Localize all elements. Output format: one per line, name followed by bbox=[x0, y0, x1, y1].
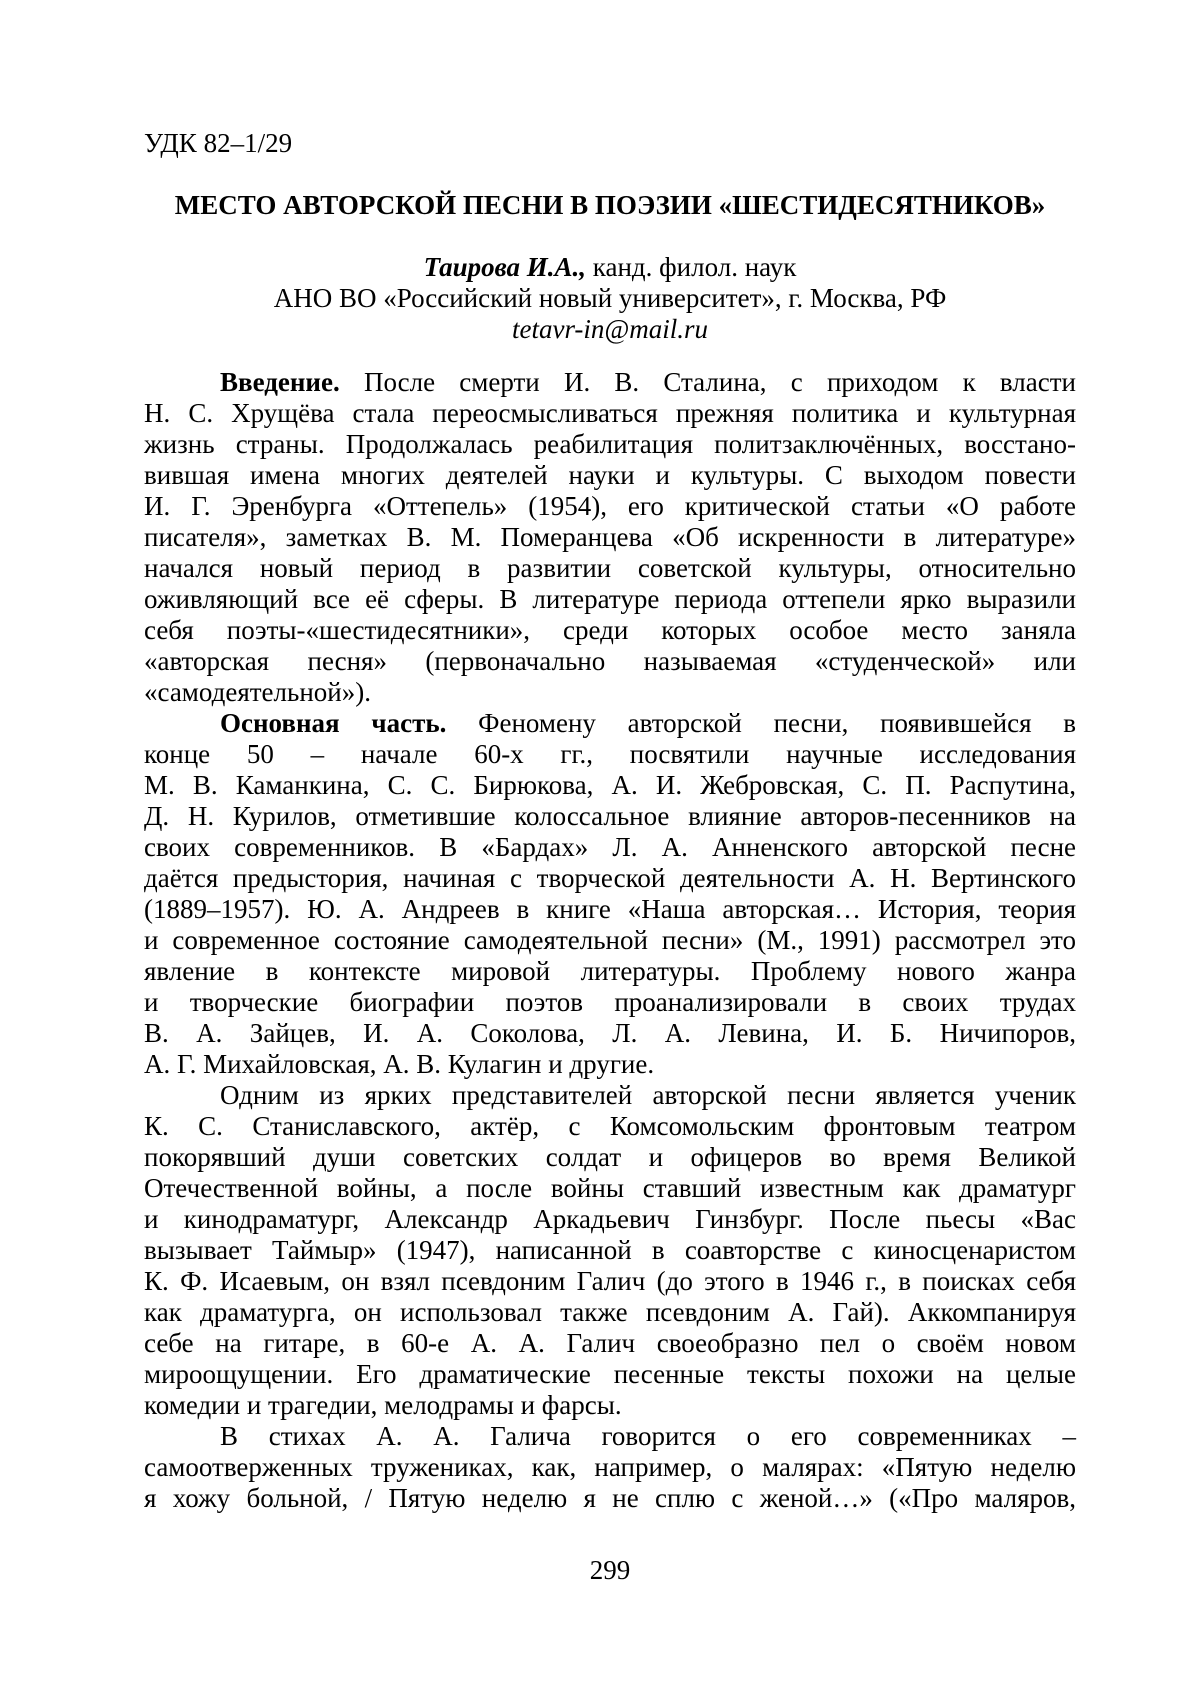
line-text: А. Г. Михайловская, А. В. Кулагин и другие. bbox=[144, 1049, 655, 1079]
paragraph-line bbox=[144, 1142, 1076, 1173]
line-text: Н. С. Хрущёва стала переосмысливаться прежняя политика и культурная bbox=[144, 398, 1076, 428]
paragraph-line bbox=[144, 677, 1076, 708]
line-text: мироощущении. Его драматические песенные тексты похожи на целые bbox=[144, 1359, 1076, 1389]
line-text: себя поэты-«шестидесятники», среди которых особое место заняла bbox=[144, 615, 1076, 645]
paragraph-line bbox=[144, 1111, 1076, 1142]
paragraph-line bbox=[144, 1266, 1076, 1297]
paragraph-line bbox=[144, 491, 1076, 522]
paragraph-line bbox=[144, 956, 1076, 987]
paragraph-line bbox=[144, 1080, 1076, 1111]
paragraph-line bbox=[144, 987, 1076, 1018]
line-text: «самодеятельной»). bbox=[144, 677, 371, 707]
line-text: комедии и трагедии, мелодрамы и фарсы. bbox=[144, 1390, 622, 1420]
paragraph-line bbox=[144, 646, 1076, 677]
paragraph-line bbox=[144, 584, 1076, 615]
byline bbox=[144, 252, 1076, 283]
paragraph-line bbox=[144, 398, 1076, 429]
line-text: К. С. Станиславского, актёр, с Комсомольским фронтовым театром bbox=[144, 1111, 1076, 1141]
paragraph-line bbox=[144, 367, 1076, 398]
line-text: начался новый период в развитии советской культуры, относительно bbox=[144, 553, 1076, 583]
paragraph-line bbox=[144, 894, 1076, 925]
line-text: самоотверженных тружениках, как, например, о малярах: «Пятую неделю bbox=[144, 1452, 1076, 1482]
line-text: вызывает Таймыр» (1947), написанной в соавторстве с киносценаристом bbox=[144, 1235, 1076, 1265]
line-text: себе на гитаре, в 60-е А. А. Галич своеобразно пел о своём новом bbox=[144, 1328, 1076, 1358]
section-lead: Введение. bbox=[220, 367, 340, 397]
line-text: М. В. Каманкина, С. С. Бирюкова, А. И. Жебровская, С. П. Распутина, bbox=[144, 770, 1076, 800]
page-footer bbox=[144, 1555, 1076, 1586]
paragraph-line bbox=[144, 739, 1076, 770]
paragraph-line bbox=[144, 1173, 1076, 1204]
section-lead: Основная часть. bbox=[220, 708, 447, 738]
line-text: Отечественной войны, а после войны ставший известным как драматург bbox=[144, 1173, 1076, 1203]
line-text: я хожу больной, / Пятую неделю я не сплю с женой…» («Про маляров, bbox=[144, 1483, 1076, 1513]
line-text: писателя», заметках В. М. Померанцева «Об искренности в литературе» bbox=[144, 522, 1076, 552]
line-text: В. А. Зайцев, И. А. Соколова, Л. А. Левина, И. Б. Ничипоров, bbox=[144, 1018, 1076, 1048]
line-text: И. Г. Эренбурга «Оттепель» (1954), его критической статьи «О работе bbox=[144, 491, 1076, 521]
line-text: оживляющий все её сферы. В литературе периода оттепели ярко выразили bbox=[144, 584, 1076, 614]
paragraph-line bbox=[144, 1452, 1076, 1483]
line-text: В стихах А. А. Галича говорится о его современниках – bbox=[220, 1421, 1076, 1451]
paragraph-line bbox=[144, 1297, 1076, 1328]
line-text: покорявший души советских солдат и офицеров во время Великой bbox=[144, 1142, 1076, 1172]
paragraph-line bbox=[144, 429, 1076, 460]
paragraph-line bbox=[144, 522, 1076, 553]
article-body bbox=[144, 367, 1076, 1514]
paragraph-line bbox=[144, 1390, 1076, 1421]
author-affiliation: АНО ВО «Российский новый университет», г. Москва, РФ bbox=[273, 283, 947, 313]
paragraph-line bbox=[144, 1235, 1076, 1266]
author-email: tetavr-in@mail.ru bbox=[511, 314, 709, 344]
paragraph-line bbox=[144, 1359, 1076, 1390]
paragraph-line bbox=[144, 553, 1076, 584]
paragraph-line bbox=[144, 1204, 1076, 1235]
paragraph-line bbox=[144, 1421, 1076, 1452]
paragraph-line bbox=[144, 925, 1076, 956]
paragraph-line bbox=[144, 708, 1076, 739]
line-text: Д. Н. Курилов, отметившие колоссальное влияние авторов-песенников на bbox=[144, 801, 1076, 831]
paragraph-line bbox=[144, 1483, 1076, 1514]
line-text: конце 50 – начале 60-х гг., посвятили научные исследования bbox=[144, 739, 1076, 769]
paragraph-line bbox=[144, 615, 1076, 646]
line-text: «авторская песня» (первоначально называемая «студенческой» или bbox=[144, 646, 1076, 676]
line-text: и современное состояние самодеятельной песни» (М., 1991) рассмотрел это bbox=[144, 925, 1076, 955]
line-text: и кинодраматург, Александр Аркадьевич Гинзбург. После пьесы «Вас bbox=[144, 1204, 1076, 1234]
paragraph-line bbox=[144, 1018, 1076, 1049]
line-text: После смерти И. В. Сталина, с приходом к власти bbox=[339, 367, 1076, 397]
line-text: своих современников. В «Бардах» Л. А. Анненского авторской песне bbox=[144, 832, 1076, 862]
line-text: явление в контексте мировой литературы. Проблему нового жанра bbox=[144, 956, 1076, 986]
author-name: Таирова И.А., bbox=[423, 252, 587, 282]
line-text: даётся предыстория, начиная с творческой деятельности А. Н. Вертинского bbox=[144, 863, 1076, 893]
line-text: Одним из ярких представителей авторской песни является ученик bbox=[220, 1080, 1076, 1110]
article-title: МЕСТО АВТОРСКОЙ ПЕСНИ В ПОЭЗИИ «ШЕСТИДЕСЯТНИКОВ» bbox=[174, 190, 1046, 220]
paragraph-line bbox=[144, 1049, 1076, 1080]
line-text: как драматурга, он использовал также псевдоним А. Гай). Аккомпанируя bbox=[144, 1297, 1076, 1327]
paragraph-line bbox=[144, 1328, 1076, 1359]
paragraph-line bbox=[144, 770, 1076, 801]
paragraph-line bbox=[144, 863, 1076, 894]
paragraph-line bbox=[144, 832, 1076, 863]
line-text: (1889–1957). Ю. А. Андреев в книге «Наша авторская… История, теория bbox=[144, 894, 1076, 924]
line-text: и творческие биографии поэтов проанализировали в своих трудах bbox=[144, 987, 1076, 1017]
line-text: К. Ф. Исаевым, он взял псевдоним Галич (до этого в 1946 г., в поисках себя bbox=[144, 1266, 1076, 1296]
line-text: вившая имена многих деятелей науки и культуры. С выходом повести bbox=[144, 460, 1076, 490]
line-text: жизнь страны. Продолжалась реабилитация политзаключённых, восстано- bbox=[144, 429, 1076, 459]
paragraph-line bbox=[144, 460, 1076, 491]
line-text: Феномену авторской песни, появившейся в bbox=[446, 708, 1076, 738]
paragraph-line bbox=[144, 801, 1076, 832]
page-number: 299 bbox=[589, 1555, 631, 1585]
author-degree: канд. филол. наук bbox=[586, 252, 797, 282]
udc-classification: УДК 82–1/29 bbox=[144, 128, 293, 158]
